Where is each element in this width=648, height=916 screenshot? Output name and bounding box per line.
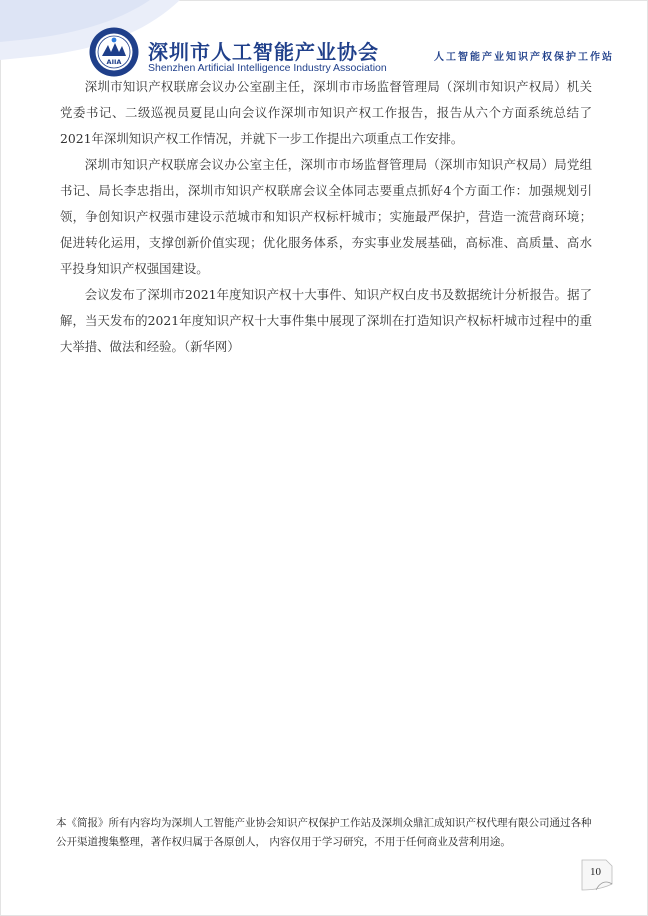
association-logo: [88, 26, 140, 78]
paragraph: 会议发布了深圳市2021年度知识产权十大事件、知识产权白皮书及数据统计分析报告。据了解，当天发布的2021年度知识产权十大事件集中展现了深圳在打造知识产权标杆城市过程中的重大举措、做法和经验。（新华网）: [60, 287, 592, 354]
page-number: 10: [590, 866, 601, 878]
paragraph: 深圳市知识产权联席会议办公室副主任，深圳市市场监督管理局（深圳市知识产权局）机关党委书记、二级巡视员夏昆山向会议作深圳市知识产权工作报告，报告从六个方面系统总结了2021年深圳知识产权工作情况，并就下一步工作提出六项重点工作安排。: [60, 79, 592, 146]
organization-name-chinese: 深圳市人工智能产业协会: [148, 40, 379, 64]
logo-lettering: AIIA: [106, 58, 122, 66]
copyright-disclaimer: 本《简报》所有内容均为深圳人工智能产业协会知识产权保护工作站及深圳众鼎汇成知识产权代理有限公司通过各种公开渠道搜集整理，著作权归属于各原创人， 内容仅用于学习研究，不用于任何商业及营利用途。: [56, 817, 592, 848]
organization-name-english: Shenzhen Artificial Intelligence Industry Association: [148, 62, 387, 74]
paragraph: 深圳市知识产权联席会议办公室主任，深圳市市场监督管理局（深圳市知识产权局）局党组书记、局长李忠指出，深圳市知识产权联席会议全体同志要重点抓好4个方面工作：加强规划引领，争创知识产权强市建设示范城市和知识产权标杆城市；实施最严保护，营造一流营商环境；促进转化运用，支撑创新价值实现；优化服务体系，夯实事业发展基础，高标准、高质量、高水平投身知识产权强国建设。: [60, 157, 592, 276]
workstation-title: 人工智能产业知识产权保护工作站: [434, 52, 614, 63]
article-body: [60, 74, 592, 360]
